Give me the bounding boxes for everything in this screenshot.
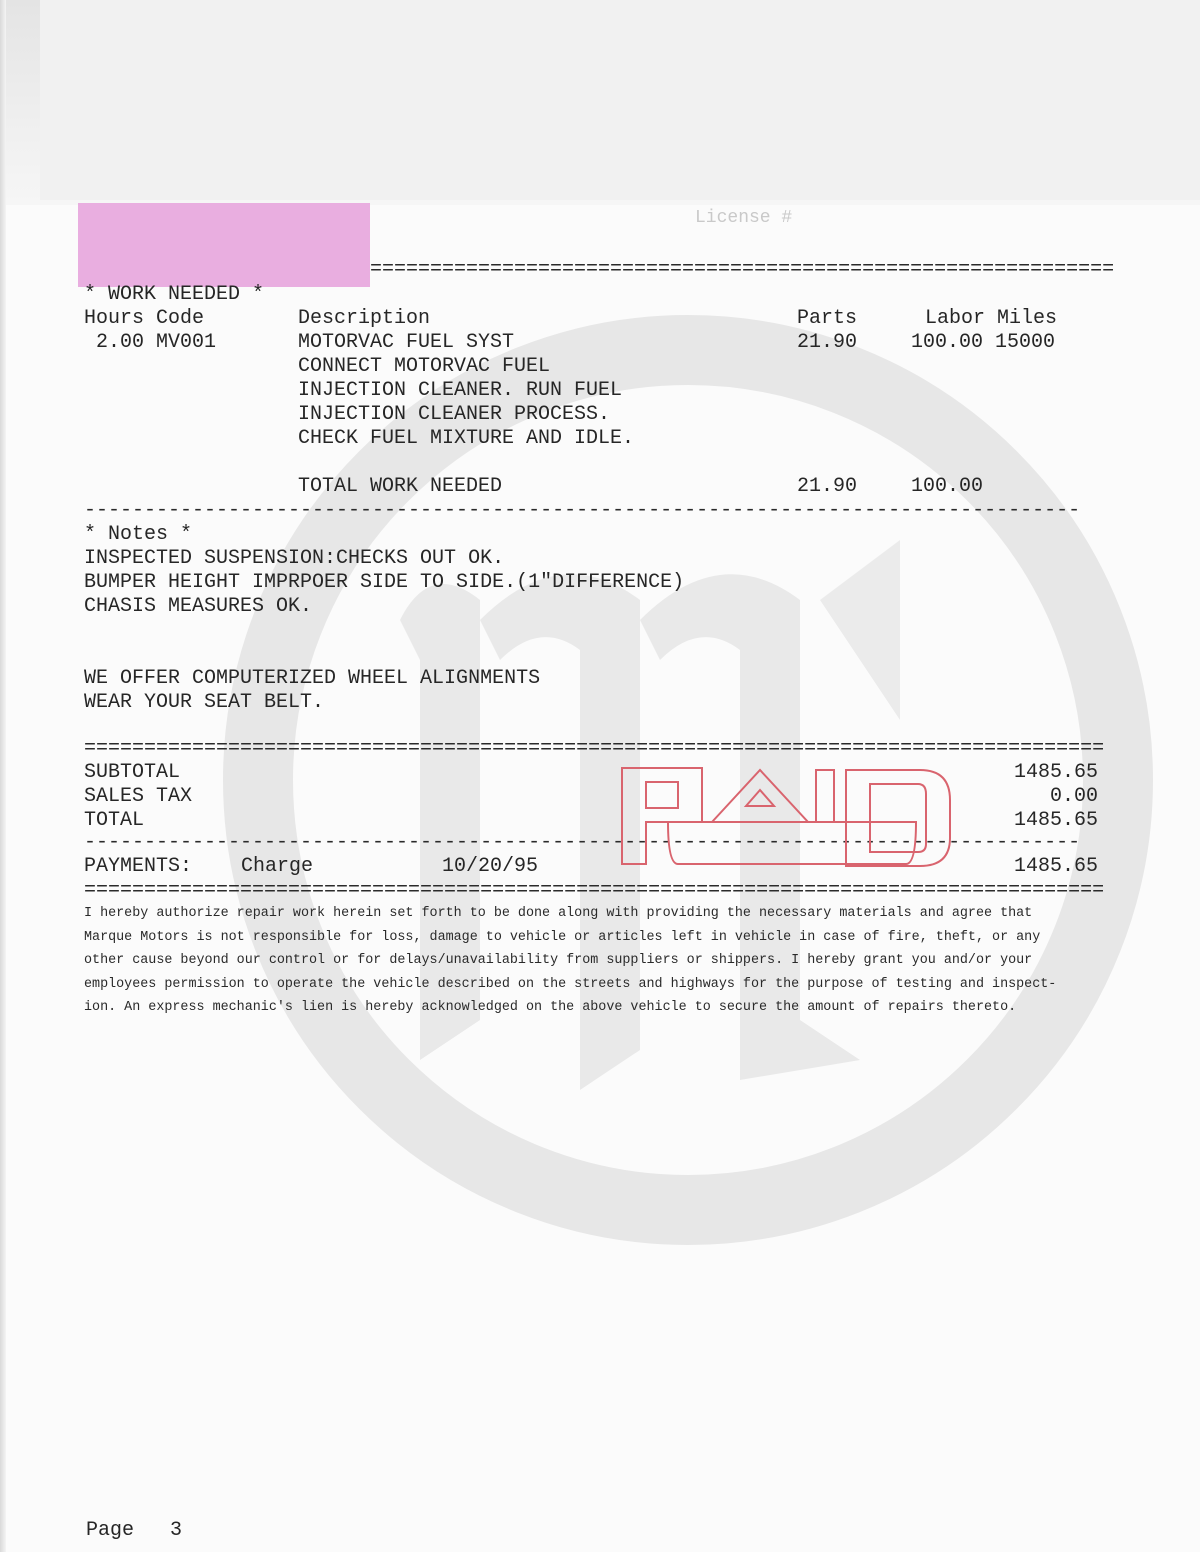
page-label: Page	[86, 1519, 135, 1542]
notes-line: INSPECTED SUSPENSION:CHECKS OUT OK.	[84, 547, 505, 570]
total-work-labor: 100.00	[911, 475, 984, 498]
item-hours-code: 2.00 MV001	[84, 331, 217, 354]
sales-tax-label: SALES TAX	[84, 785, 193, 808]
work-needed-heading: * WORK NEEDED *	[84, 283, 265, 306]
redaction-box	[78, 203, 370, 287]
item-labor-miles: 100.00 15000	[911, 331, 1056, 354]
notes-line: CHASIS MEASURES OK.	[84, 595, 313, 618]
payment-method: Charge	[241, 855, 314, 878]
payments-label: PAYMENTS:	[84, 855, 193, 878]
separator-line: =====================================================================================	[84, 737, 1105, 760]
column-header-labor-miles: Labor Miles	[925, 307, 1058, 330]
terms-line: Marque Motors is not responsible for loss, damage to vehicle or articles left in vehicle in case of fire, theft, or any	[84, 929, 1041, 945]
separator-line: ==============================================================	[370, 258, 1115, 281]
page-number: 3	[170, 1519, 183, 1542]
item-description-line: MOTORVAC FUEL SYST	[298, 331, 515, 354]
notes-line: BUMPER HEIGHT IMPRPOER SIDE TO SIDE.(1"DIFFERENCE)	[84, 571, 685, 594]
item-description-line: CHECK FUEL MIXTURE AND IDLE.	[298, 427, 635, 450]
sales-tax-value: 0.00	[1049, 785, 1098, 808]
total-work-parts: 21.90	[797, 475, 858, 498]
subtotal-label: SUBTOTAL	[84, 761, 181, 784]
authorization-terms	[84, 902, 1169, 1020]
terms-line: other cause beyond our control or for delays/unavailability from suppliers or shippers. I hereby grant you and/or your	[84, 953, 1033, 969]
total-label: TOTAL	[84, 809, 145, 832]
total-work-needed-label: TOTAL WORK NEEDED	[298, 475, 503, 498]
item-description-line: INJECTION CLEANER PROCESS.	[298, 403, 611, 426]
separator-line: =====================================================================================	[84, 879, 1105, 902]
separator-line: -----------------------------------------------------------------------------------	[84, 831, 1081, 854]
paid-stamp	[620, 766, 954, 870]
notes-heading: * Notes *	[84, 523, 193, 546]
terms-line: employees permission to operate the vehicle described on the streets and highways for the purpose of testing and inspect-	[84, 976, 1057, 992]
column-header-description: Description	[298, 307, 431, 330]
payment-date: 10/20/95	[442, 855, 539, 878]
item-parts: 21.90	[797, 331, 858, 354]
total-value: 1485.65	[1013, 809, 1098, 832]
payment-amount: 1485.65	[1013, 855, 1098, 878]
column-header-parts: Parts	[797, 307, 858, 330]
column-header-hours-code: Hours Code	[84, 307, 205, 330]
ghost-header-text: License #	[695, 208, 793, 228]
item-description-line: CONNECT MOTORVAC FUEL	[298, 355, 551, 378]
separator-line: -----------------------------------------------------------------------------------	[84, 499, 1081, 522]
message-line: WE OFFER COMPUTERIZED WHEEL ALIGNMENTS	[84, 667, 541, 690]
item-description-line: INJECTION CLEANER. RUN FUEL	[298, 379, 623, 402]
subtotal-value: 1485.65	[1013, 761, 1098, 784]
message-line: WEAR YOUR SEAT BELT.	[84, 691, 325, 714]
terms-line: I hereby authorize repair work herein set forth to be done along with providing the necessary materials and agree that	[84, 906, 1033, 921]
terms-line: ion. An express mechanic's lien is hereby acknowledged on the above vehicle to secure the amount of repairs thereto.	[84, 1000, 1017, 1016]
